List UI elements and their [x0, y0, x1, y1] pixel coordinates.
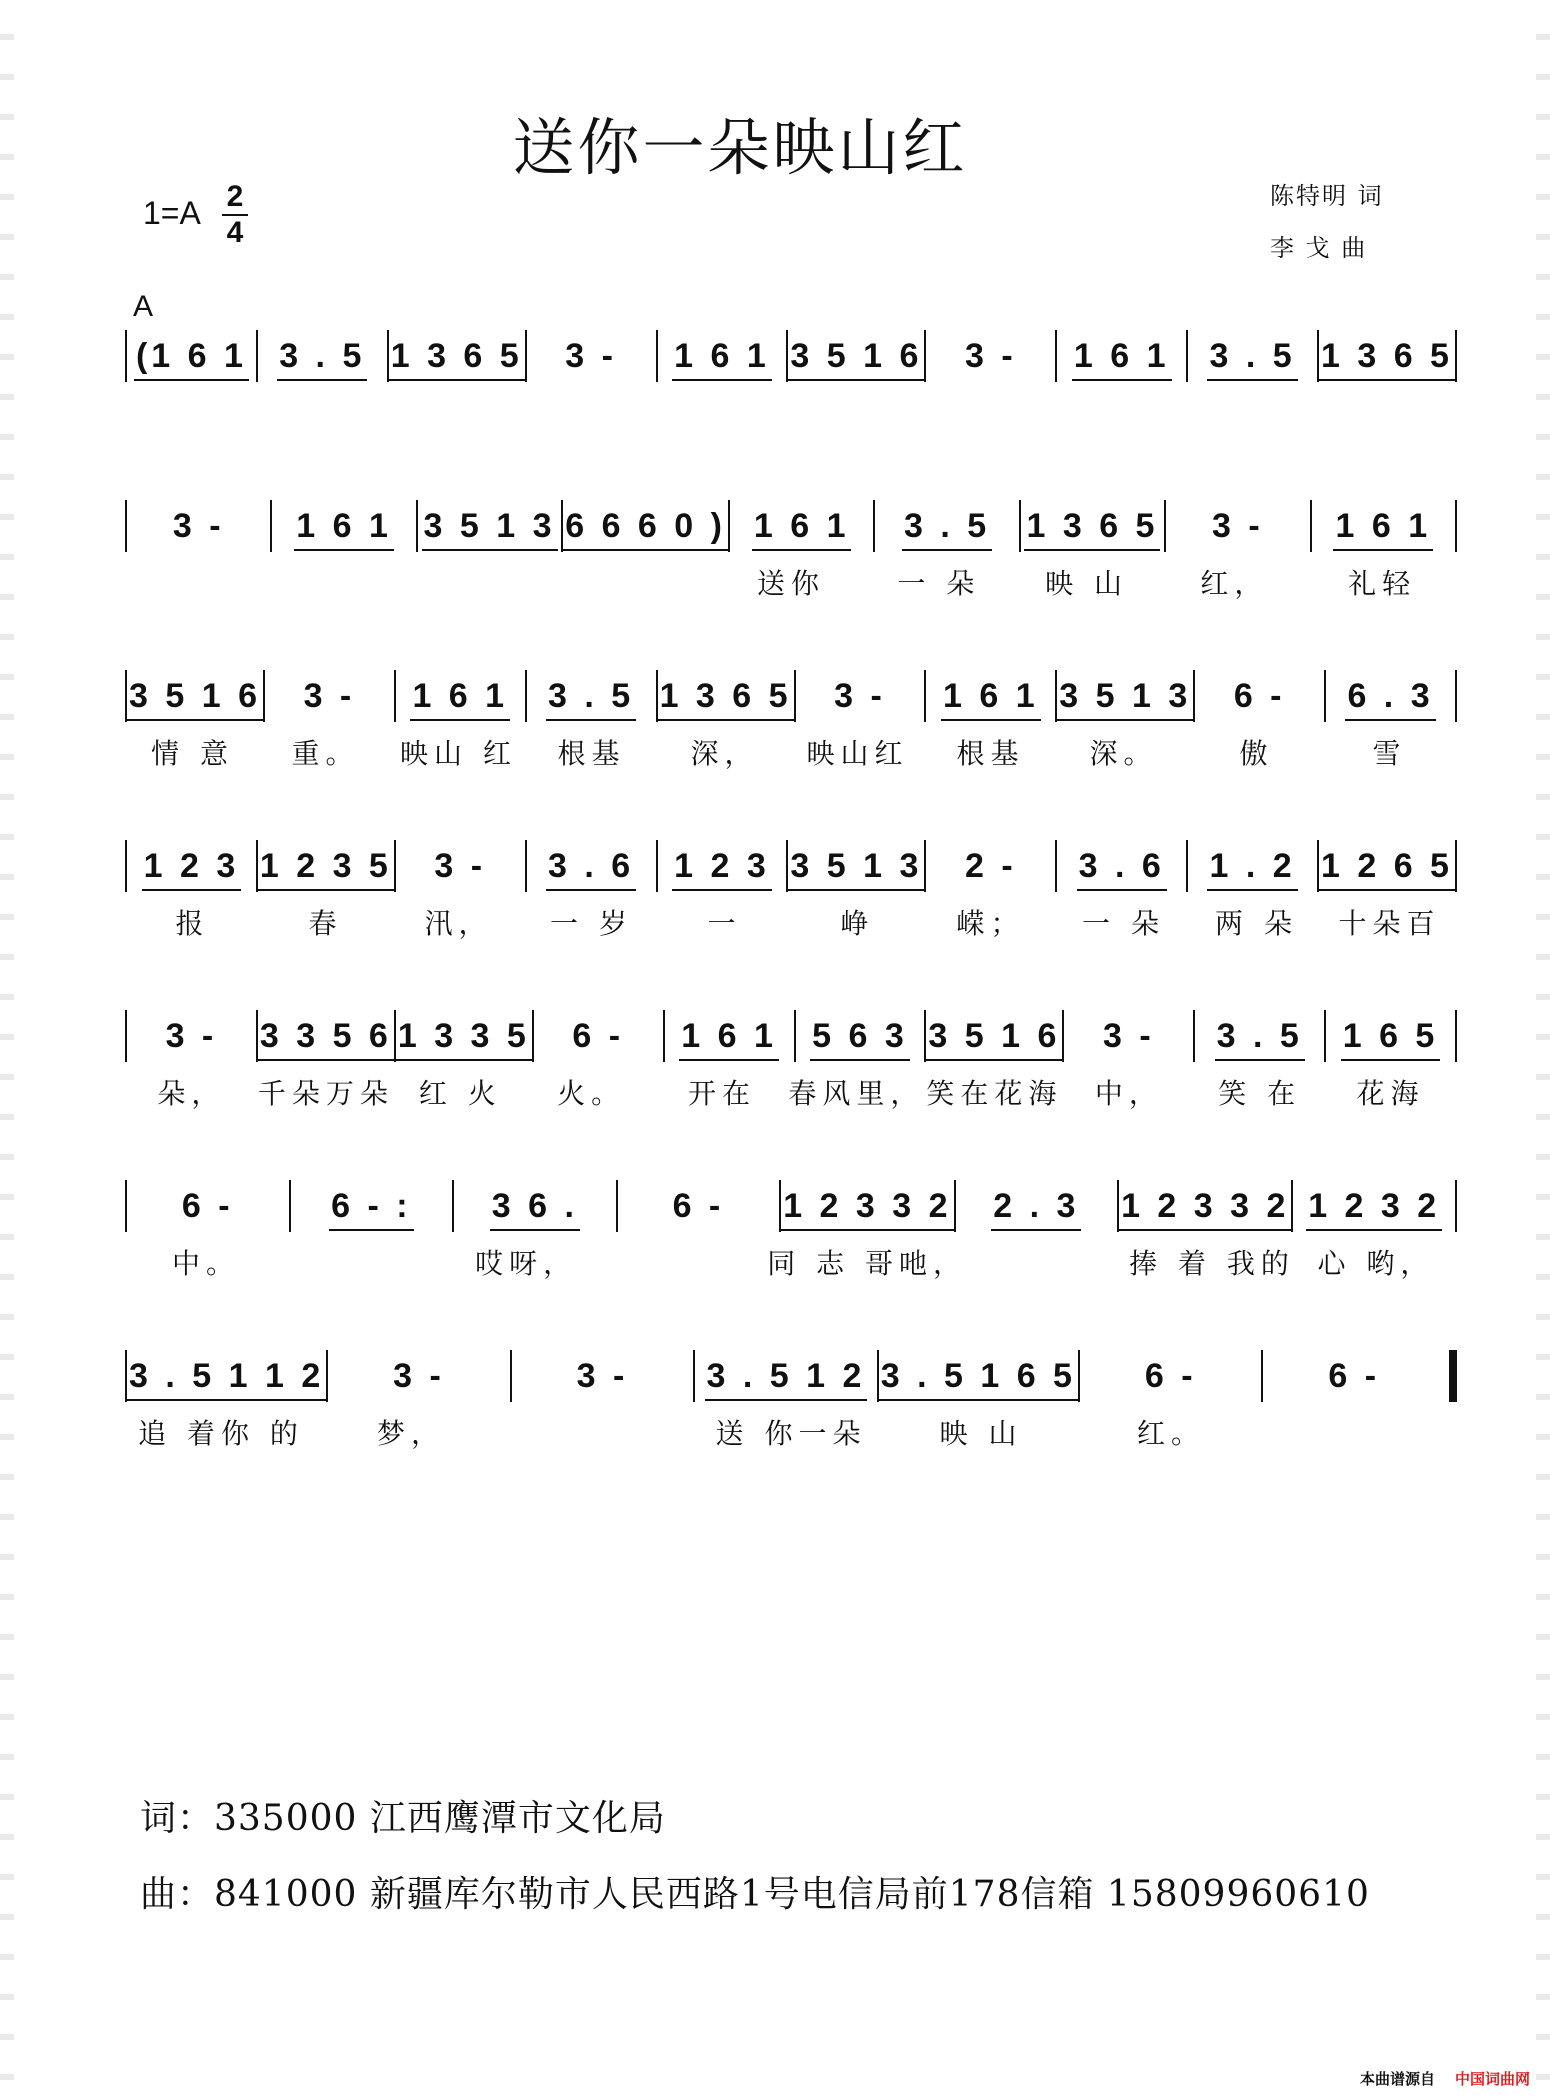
measure-notes: 6 - — [181, 1186, 234, 1225]
measure-notes: 1 3 6 5 — [1319, 337, 1455, 381]
measure — [1319, 847, 1455, 886]
measure — [926, 847, 1055, 886]
measure — [658, 847, 787, 886]
key-signature: 1=A — [143, 195, 201, 231]
lyric-syllables: 一 岁 — [550, 907, 633, 940]
measure-notes: 3 . 6 — [1077, 847, 1167, 891]
measure — [658, 337, 787, 376]
measure — [512, 1357, 694, 1396]
measure-notes: 3 - — [1102, 1016, 1155, 1055]
lyric-syllables: 火。 — [557, 1077, 626, 1110]
measure — [127, 507, 270, 546]
measure — [926, 677, 1055, 716]
barline — [1455, 330, 1457, 382]
lyric-syllables: 十朵百 — [1338, 907, 1441, 940]
measure-notes: 3 5 1 3 — [788, 847, 924, 891]
measure-notes: 3 . 5 — [1215, 1017, 1305, 1061]
measure-notes: 3 - — [576, 1356, 629, 1395]
measure-notes: 1 2 3 5 — [258, 847, 394, 891]
measure-notes: 1 6 1 — [752, 507, 852, 551]
measure — [1080, 1357, 1262, 1396]
measure-notes: 1 3 6 5 — [658, 677, 794, 721]
measure-notes: 6 - — [1144, 1356, 1197, 1395]
lyric-syllables: 一 朵 — [1082, 907, 1165, 940]
measure — [1188, 847, 1317, 886]
measure-notes: 1 6 5 — [1341, 1017, 1441, 1061]
measure — [1326, 1017, 1455, 1056]
measure — [534, 1017, 663, 1056]
measure — [796, 677, 925, 716]
lyric-syllables: 花海 — [1356, 1077, 1425, 1110]
lyric-syllables: 一 朵 — [897, 567, 981, 600]
notes-line — [125, 1350, 1457, 1402]
measure — [658, 677, 794, 716]
notes-line — [125, 500, 1457, 552]
lyric-syllables: 千朵万朵 — [257, 1077, 394, 1110]
lyric-syllables: 哎呀， — [475, 1247, 578, 1280]
right-margin-strip — [1536, 0, 1550, 2099]
measure — [1057, 337, 1186, 376]
measure — [1188, 337, 1317, 376]
notes-line — [125, 1010, 1457, 1062]
measure — [272, 507, 415, 546]
measure-notes: 1 2 3 — [672, 847, 772, 891]
measure-notes: 1 3 6 5 — [389, 337, 525, 381]
measure-notes: 6 . 3 — [1345, 677, 1435, 721]
score-row — [125, 492, 1457, 662]
measure-notes: 3 - — [565, 336, 617, 375]
lyric-syllables: 映山红 — [806, 737, 909, 770]
measure-notes: 2 - — [964, 846, 1017, 885]
lyric-syllables: 一 — [707, 907, 742, 940]
barline — [1455, 670, 1457, 722]
left-margin-strip — [0, 0, 14, 2099]
lyric-syllables: 红。 — [1136, 1417, 1205, 1450]
measure — [1319, 337, 1455, 376]
score-row — [125, 1342, 1457, 1512]
notes-line — [125, 1180, 1457, 1232]
score-row — [125, 1172, 1457, 1342]
final-barline — [1449, 1350, 1457, 1402]
measure — [1195, 1017, 1324, 1056]
measure — [926, 1017, 1062, 1056]
measure-notes: 3 . 5 1 1 2 — [127, 1357, 326, 1401]
source-label: 本曲谱源自 — [1359, 2071, 1435, 2088]
score-row — [125, 662, 1457, 832]
measure — [1166, 507, 1309, 546]
measure — [258, 337, 387, 376]
measure-notes: 1 2 3 — [142, 847, 242, 891]
lyric-syllables: 汛， — [424, 907, 493, 940]
measure-notes: 1 2 3 3 2 — [781, 1187, 953, 1231]
measure-notes: 3 . 6 — [546, 847, 636, 891]
lyric-syllables: 雪 — [1372, 737, 1407, 770]
measure-notes: 3 . 5 — [1207, 337, 1297, 381]
measure-notes: 1 2 3 3 2 — [1119, 1187, 1291, 1231]
measure-notes: 3 6 . — [490, 1187, 580, 1231]
measure-notes: 3 - — [393, 1356, 445, 1395]
lyrics-line — [125, 1072, 1457, 1112]
measure-notes: 6 - — [1233, 676, 1286, 715]
lyric-syllables: 礼轻 — [1348, 567, 1417, 600]
measure — [396, 677, 525, 716]
measure-notes: 5 6 3 — [810, 1017, 910, 1061]
measure-notes: 3 5 1 6 — [926, 1017, 1062, 1061]
barline — [1455, 500, 1457, 552]
lyric-syllables: 心 哟， — [1317, 1247, 1435, 1280]
lyric-syllables: 映 山 — [1045, 567, 1129, 600]
measure-notes: 3 - — [172, 506, 225, 545]
measure — [527, 677, 656, 716]
measure — [389, 337, 525, 376]
lyric-syllables: 深。 — [1089, 737, 1158, 770]
barline — [1455, 840, 1457, 892]
notation-body — [125, 322, 1457, 1512]
lyric-syllables: 送 你一朵 — [715, 1417, 867, 1450]
lyric-syllables: 捧 着 我的 — [1129, 1247, 1295, 1280]
lyric-syllables: 春风里， — [788, 1077, 925, 1110]
measure-notes: 3 . 5 1 6 5 — [879, 1357, 1078, 1401]
measure-notes: 2 . 3 — [991, 1187, 1081, 1231]
notes-line — [125, 840, 1457, 892]
measure — [127, 847, 256, 886]
measure — [1064, 1017, 1193, 1056]
composer-address: 曲：841000 新疆库尔勒市人民西路1号电信局前178信箱 15809960610 — [140, 1874, 1370, 1915]
measure — [563, 507, 728, 546]
measure-notes: 3 . 5 — [546, 677, 636, 721]
measure — [258, 847, 394, 886]
notes-line — [125, 330, 1457, 382]
measure-notes: 3 5 1 3 — [1057, 677, 1193, 721]
lyric-syllables: 送你 — [757, 567, 826, 600]
measure — [127, 677, 263, 716]
measure — [1119, 1187, 1291, 1226]
lyric-syllables: 映山 红 — [400, 737, 517, 770]
measure — [418, 507, 561, 546]
lyricist-address: 词：335000 江西鹰潭市文化局 — [140, 1798, 666, 1839]
barline — [1455, 1010, 1457, 1062]
lyric-syllables: 春 — [308, 907, 343, 940]
lyrics-line — [125, 392, 1457, 432]
lyric-syllables: 同 志 哥吔， — [767, 1247, 968, 1280]
measure-notes: 6 - — [572, 1016, 625, 1055]
measure-notes: 6 - : — [329, 1187, 413, 1231]
measure — [291, 1187, 453, 1226]
measure-notes: 1 3 6 5 — [1024, 507, 1160, 551]
rehearsal-mark: A — [133, 290, 154, 323]
time-signature — [222, 180, 248, 250]
measure — [926, 337, 1055, 376]
measure — [127, 1017, 256, 1056]
lyric-syllables: 朵， — [157, 1077, 226, 1110]
score-row — [125, 1002, 1457, 1172]
measure — [127, 337, 256, 376]
measure — [396, 1017, 532, 1056]
measure-notes: 6 - — [672, 1186, 725, 1225]
measure-notes: 1 2 3 2 — [1306, 1187, 1442, 1231]
measure-notes: 3 - — [434, 846, 487, 885]
measure-notes: 3 5 1 3 — [422, 507, 558, 551]
measure — [956, 1187, 1118, 1226]
measure-notes: 1 6 1 — [679, 1017, 779, 1061]
lyric-syllables: 嵘； — [956, 907, 1025, 940]
lyric-syllables: 红 火 — [418, 1077, 502, 1110]
lyric-syllables: 梦， — [376, 1417, 445, 1450]
score-row — [125, 832, 1457, 1002]
measure — [258, 1017, 394, 1056]
measure — [127, 1357, 326, 1396]
measure — [396, 847, 525, 886]
lyrics-line — [125, 562, 1457, 602]
measure-notes: 6 6 6 0 ) — [563, 507, 728, 551]
lyricist-credit: 陈特明 词 — [1270, 182, 1384, 210]
time-denominator: 4 — [222, 214, 248, 250]
measure — [796, 1017, 925, 1056]
lyric-syllables: 红， — [1200, 567, 1269, 600]
source-credit — [1360, 2068, 1530, 2089]
measure — [527, 847, 656, 886]
measure-notes: 3 - — [834, 676, 886, 715]
lyric-syllables: 开在 — [687, 1077, 756, 1110]
lyric-syllables: 情 意 — [151, 737, 234, 770]
measure — [665, 1017, 794, 1056]
lyric-syllables: 映 山 — [939, 1417, 1023, 1450]
measure — [781, 1187, 953, 1226]
lyric-syllables: 中， — [1094, 1077, 1163, 1110]
measure-notes: (1 6 1 — [134, 337, 249, 381]
measure — [1057, 847, 1186, 886]
lyric-syllables: 根基 — [557, 737, 626, 770]
measure-notes: 1 6 1 — [941, 677, 1041, 721]
measure — [788, 337, 924, 376]
measure-notes: 1 6 1 — [410, 677, 510, 721]
measure-notes: 1 6 1 — [1333, 507, 1433, 551]
time-numerator: 2 — [226, 180, 244, 213]
measure — [1195, 677, 1324, 716]
source-site-link[interactable]: 中国词曲网 — [1454, 2071, 1530, 2088]
composer-credit: 李 戈 曲 — [1270, 234, 1368, 262]
measure — [454, 1187, 616, 1226]
measure — [1263, 1357, 1445, 1396]
lyrics-line — [125, 1242, 1457, 1282]
measure — [618, 1187, 780, 1226]
lyric-syllables: 笑 在 — [1218, 1077, 1302, 1110]
measure — [1326, 677, 1455, 716]
measure-notes: 1 . 2 — [1207, 847, 1297, 891]
measure — [265, 677, 394, 716]
lyric-syllables: 傲 — [1239, 737, 1274, 770]
measure — [788, 847, 924, 886]
measure-notes: 3 5 1 6 — [127, 677, 263, 721]
lyrics-line — [125, 902, 1457, 942]
lyric-syllables: 报 — [175, 907, 210, 940]
measure-notes: 3 3 5 6 — [258, 1017, 394, 1061]
measure-notes: 3 - — [165, 1016, 218, 1055]
lyrics-line — [125, 732, 1457, 772]
measure-notes: 3 5 1 6 — [788, 337, 924, 381]
lyric-syllables: 中。 — [172, 1247, 241, 1280]
measure-notes: 1 2 6 5 — [1319, 847, 1455, 891]
measure-notes: 3 . 5 — [902, 507, 992, 551]
notes-line — [125, 670, 1457, 722]
measure — [879, 1357, 1078, 1396]
measure — [1293, 1187, 1455, 1226]
lyric-syllables: 追 着你 的 — [138, 1417, 304, 1450]
measure-notes: 1 3 3 5 — [396, 1017, 532, 1061]
measure-notes: 1 6 1 — [672, 337, 772, 381]
measure-notes: 6 - — [1328, 1356, 1381, 1395]
measure — [730, 507, 873, 546]
lyric-syllables: 深， — [690, 737, 759, 770]
measure-notes: 3 . 5 — [277, 337, 367, 381]
measure-notes: 1 6 1 — [1072, 337, 1172, 381]
barline — [1455, 1180, 1457, 1232]
lyrics-line — [125, 1412, 1457, 1452]
lyric-syllables: 重。 — [291, 737, 360, 770]
measure-notes: 3 . 5 1 2 — [705, 1357, 868, 1401]
measure-notes: 3 - — [964, 336, 1017, 375]
measure — [527, 337, 656, 376]
measure-notes: 3 - — [303, 676, 356, 715]
measure-notes: 3 - — [1212, 506, 1264, 545]
lyric-syllables: 根基 — [956, 737, 1025, 770]
score-row — [125, 322, 1457, 492]
lyric-syllables: 峥 — [840, 907, 875, 940]
song-title: 送你一朵映山红 — [512, 111, 968, 184]
lyric-syllables: 两 朵 — [1215, 907, 1298, 940]
measure — [695, 1357, 877, 1396]
measure — [1312, 507, 1455, 546]
measure — [328, 1357, 510, 1396]
measure — [1057, 677, 1193, 716]
measure — [875, 507, 1018, 546]
lyric-syllables: 笑在花海 — [926, 1077, 1063, 1110]
measure — [127, 1187, 289, 1226]
measure-notes: 1 6 1 — [294, 507, 394, 551]
measure — [1021, 507, 1164, 546]
